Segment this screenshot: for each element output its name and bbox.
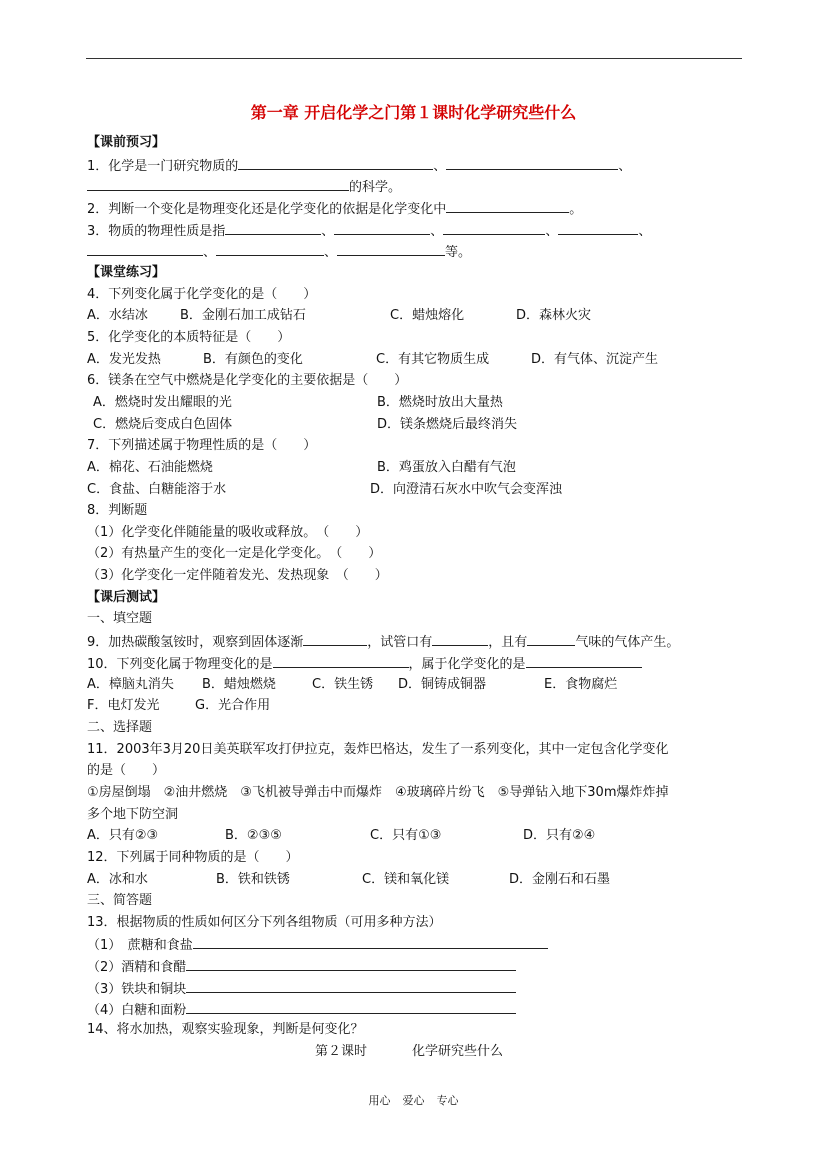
part-fill-blank: 一、填空题 — [87, 611, 153, 626]
section-class: 【课堂练习】 — [87, 265, 166, 280]
next-lesson-number: 第２课时 — [315, 1044, 368, 1059]
blank — [186, 980, 516, 993]
q7-option-a: A．棉花、石油能燃烧 — [87, 460, 213, 475]
question-7: 7．下列描述属于物理性质的是（ ） — [87, 438, 317, 453]
footer-word: 专心 — [436, 1094, 459, 1107]
question-8: 8．判断题 — [87, 503, 148, 518]
part-short-answer: 三、简答题 — [87, 893, 153, 908]
question-6: 6．镁条在空气中燃烧是化学变化的主要依据是（ ） — [87, 373, 408, 388]
page-title: 第一章 开启化学之门第１课时化学研究些什么 — [250, 103, 577, 122]
q1-sep: 、 — [618, 159, 632, 174]
q6-option-d: D．镁条燃烧后最终消失 — [377, 417, 518, 432]
question-13: 13．根据物质的性质如何区分下列各组物质（可用多种方法） — [87, 915, 442, 930]
q1-text: 1．化学是一门研究物质的 — [87, 159, 239, 174]
q9-text-a: 9．加热碳酸氢铵时，观察到固体逐渐 — [87, 635, 304, 650]
q3-text: 3．物质的物理性质是指 — [87, 224, 226, 239]
q10-text-b: ，属于化学变化的是 — [408, 657, 526, 672]
blank — [216, 243, 324, 256]
blank — [186, 958, 516, 971]
blank — [225, 222, 321, 235]
q3-sep: 、 — [430, 224, 444, 239]
q10-option-d: D．铜铸成铜器 — [398, 677, 487, 692]
part-choice: 二、选择题 — [87, 720, 153, 735]
q10-text-a: 10．下列变化属于物理变化的是 — [87, 657, 273, 672]
blank — [446, 200, 569, 213]
header-rule — [86, 58, 742, 59]
question-1-cont — [87, 178, 401, 196]
q13-item-1-label: （1） 蔗糖和食盐 — [87, 938, 193, 953]
blank — [238, 157, 433, 170]
q11-option-d: D．只有②④ — [523, 828, 596, 843]
q1-sep: 、 — [433, 159, 447, 174]
q2-end: 。 — [569, 202, 583, 217]
question-5: 5．化学变化的本质特征是（ ） — [87, 330, 291, 345]
page-footer — [0, 1092, 827, 1108]
blank — [87, 178, 349, 191]
blank — [446, 157, 618, 170]
q3-sep: 、 — [545, 224, 559, 239]
q10-option-a: A．樟脑丸消失 — [87, 677, 174, 692]
section-preview: 【课前预习】 — [87, 135, 166, 150]
question-11-cont: 的是（ ） — [87, 763, 166, 778]
q5-option-c: C．有其它物质生成 — [376, 352, 490, 367]
q10-option-e: E．食物腐烂 — [544, 677, 618, 692]
section-after: 【课后测试】 — [87, 590, 166, 605]
q12-option-d: D．金刚石和石墨 — [509, 872, 611, 887]
question-3-cont — [87, 243, 471, 261]
blank — [337, 243, 445, 256]
question-9 — [87, 633, 679, 651]
q5-option-b: B．有颜色的变化 — [203, 352, 303, 367]
q8-item-3: （3）化学变化一定伴随着发光、发热现象 （ ） — [87, 568, 388, 583]
q7-option-b: B．鸡蛋放入白醋有气泡 — [377, 460, 516, 475]
blank — [87, 243, 203, 256]
q9-text-b: ，试管口有 — [367, 635, 433, 650]
q12-option-b: B．铁和铁锈 — [216, 872, 290, 887]
q2-text: 2．判断一个变化是物理变化还是化学变化的依据是化学变化中 — [87, 202, 447, 217]
question-3 — [87, 222, 651, 240]
q6-option-a: A．燃烧时发出耀眼的光 — [93, 395, 232, 410]
q4-option-b: B．金刚石加工成钻石 — [180, 308, 306, 323]
question-12: 12．下列属于同种物质的是（ ） — [87, 850, 299, 865]
q9-text-c: ，且有 — [488, 635, 528, 650]
q6-option-b: B．燃烧时放出大量热 — [377, 395, 503, 410]
q13-item-4 — [87, 1001, 516, 1019]
q7-option-c: C．食盐、白糖能溶于水 — [87, 482, 227, 497]
blank — [527, 633, 575, 646]
q3-sep: 、 — [321, 224, 335, 239]
q11-items-cont: 多个地下防空洞 — [87, 807, 179, 822]
q4-option-a: A．水结冰 — [87, 308, 148, 323]
q11-option-c: C．只有①③ — [370, 828, 442, 843]
q10-option-g: G．光合作用 — [195, 698, 271, 713]
blank — [303, 633, 367, 646]
q7-option-d: D．向澄清石灰水中吹气会变浑浊 — [370, 482, 563, 497]
q11-items: ①房屋倒塌 ②油井燃烧 ③飞机被导弹击中而爆炸 ④玻璃碎片纷飞 ⑤导弹钻入地下30m爆炸炸掉 — [87, 785, 669, 800]
q4-option-c: C．蜡烛熔化 — [390, 308, 465, 323]
q5-option-d: D．有气体、沉淀产生 — [531, 352, 659, 367]
q9-text-d: 气味的气体产生。 — [575, 635, 680, 650]
q10-option-b: B．蜡烛燃烧 — [202, 677, 276, 692]
q12-option-c: C．镁和氧化镁 — [362, 872, 450, 887]
blank — [432, 633, 488, 646]
q3-sep: 、 — [203, 245, 217, 260]
question-2 — [87, 200, 582, 218]
q13-item-2-label: （2）酒精和食醋 — [87, 960, 187, 975]
q13-item-3 — [87, 980, 516, 998]
footer-word: 用心 — [368, 1094, 391, 1107]
blank — [273, 655, 409, 668]
q4-option-d: D．森林火灾 — [516, 308, 592, 323]
question-1 — [87, 157, 631, 175]
q8-item-1: （1）化学变化伴随能量的吸收或释放。 （ ） — [87, 525, 369, 540]
q13-item-1 — [87, 936, 548, 954]
q8-item-2: （2）有热量产生的变化一定是化学变化。 （ ） — [87, 546, 382, 561]
blank — [186, 1001, 516, 1014]
blank — [443, 222, 545, 235]
footer-word: 爱心 — [402, 1094, 425, 1107]
q13-item-4-label: （4）白糖和面粉 — [87, 1003, 187, 1018]
q3-sep: 、 — [324, 245, 338, 260]
blank — [334, 222, 430, 235]
next-lesson-topic: 化学研究些什么 — [412, 1044, 504, 1059]
q3-sep: 、 — [638, 224, 652, 239]
question-11: 11．2003年3月20日美英联军攻打伊拉克，轰炸巴格达，发生了一系列变化，其中一定包含化学变化 — [87, 742, 669, 757]
q5-option-a: A．发光发热 — [87, 352, 161, 367]
blank — [193, 936, 548, 949]
blank — [558, 222, 638, 235]
question-10 — [87, 655, 642, 673]
q13-item-3-label: （3）铁块和铜块 — [87, 982, 187, 997]
blank — [526, 655, 642, 668]
q13-item-2 — [87, 958, 516, 976]
q10-option-f: F．电灯发光 — [87, 698, 160, 713]
q11-option-a: A．只有②③ — [87, 828, 159, 843]
q6-option-c: C．燃烧后变成白色固体 — [93, 417, 233, 432]
q3-end: 等。 — [445, 245, 472, 260]
q1-end: 的科学。 — [349, 180, 402, 195]
q11-option-b: B．②③⑤ — [225, 828, 282, 843]
question-14: 14、将水加热，观察实验现象，判断是何变化？ — [87, 1022, 364, 1037]
question-4: 4．下列变化属于化学变化的是（ ） — [87, 287, 317, 302]
q12-option-a: A．冰和水 — [87, 872, 148, 887]
q10-option-c: C．铁生锈 — [312, 677, 374, 692]
